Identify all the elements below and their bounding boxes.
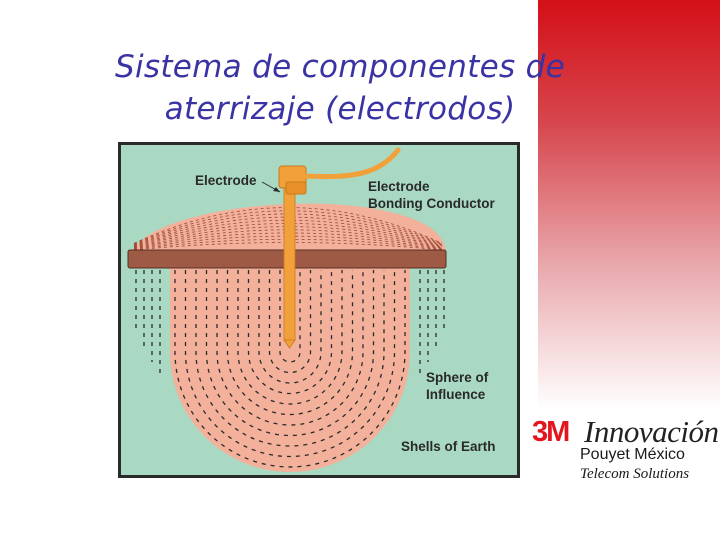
label-sphere-line1: Sphere of: [426, 370, 489, 385]
logo-company: Pouyet México: [580, 446, 685, 463]
slide-title: [60, 46, 620, 130]
logo-division: Telecom Solutions: [580, 466, 690, 482]
logo-3m-mark: 3M: [532, 416, 569, 448]
label-bonding-line1: Electrode: [368, 179, 430, 194]
slide-title-line-2: aterrizaje (electrodos): [164, 91, 516, 127]
company-logo: [528, 410, 720, 490]
label-shells-of-earth: Shells of Earth: [401, 439, 496, 454]
slide-title-line-1: Sistema de componentes de: [114, 49, 566, 85]
grounding-electrode-diagram: [118, 142, 520, 478]
label-electrode: Electrode: [195, 173, 257, 188]
label-bonding-line2: Bonding Conductor: [368, 196, 495, 211]
electrode-rod: [284, 188, 295, 340]
label-sphere-line2: Influence: [426, 387, 486, 402]
logo-tagline: Innovación: [584, 414, 719, 449]
clamp-lower: [286, 182, 306, 194]
